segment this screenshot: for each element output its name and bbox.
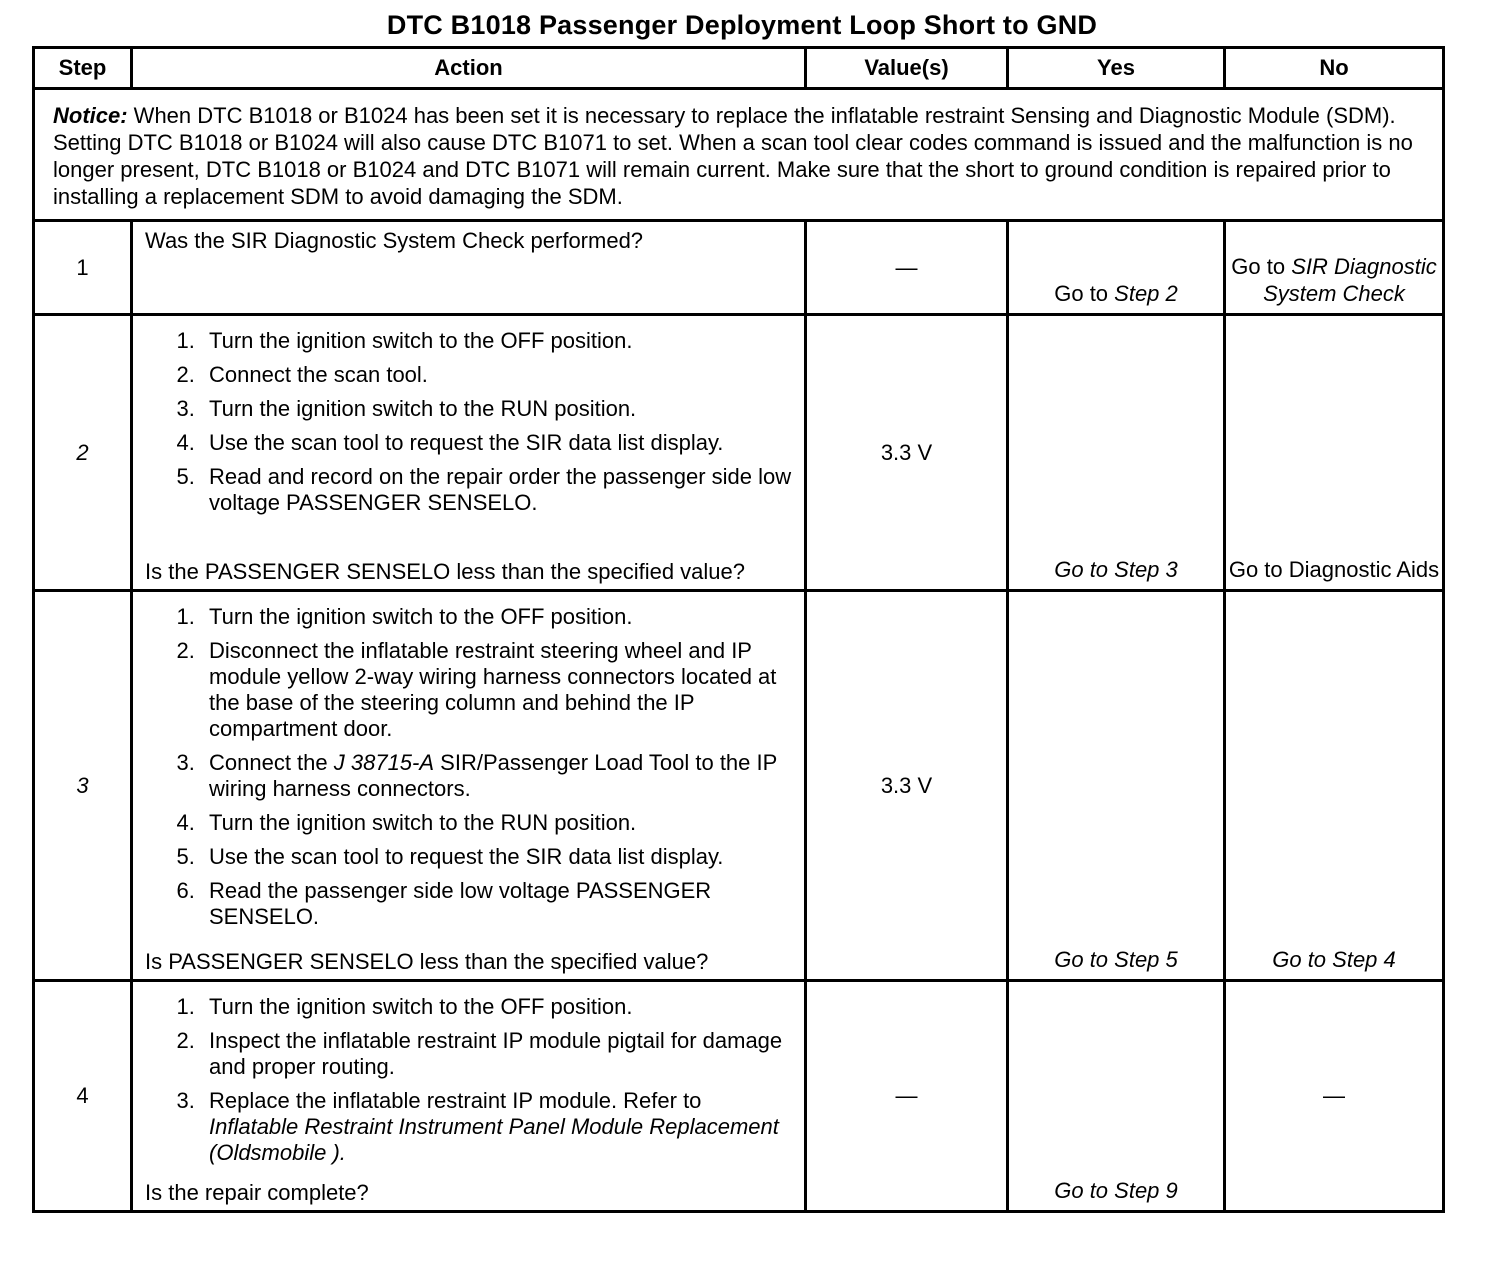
no-link: SIR Diagnostic System Check [1263,254,1437,306]
step-question: Is the PASSENGER SENSELO less than the specified value? [145,559,746,584]
step-value: 3.3 V [806,315,1008,591]
list-item: 2. Inspect the inflatable restraint IP module pigtail for damage and proper routing. [201,1028,796,1080]
list-item: 1. Turn the ignition switch to the OFF position. [201,994,796,1020]
procedure-reference: Inflatable Restraint Instrument Panel Module Replacement (Oldsmobile ). [209,1114,779,1165]
tool-reference: J 38715-A [333,750,435,775]
header-no: No [1225,48,1444,89]
list-item [201,1088,796,1166]
list-item: 1. Turn the ignition switch to the OFF position. [201,328,796,354]
table-row [34,221,1444,315]
header-row [34,48,1444,89]
step-value: 3.3 V [806,591,1008,981]
step-value: — [806,221,1008,315]
yes-result [1008,981,1225,1212]
list-item: 6. Read the passenger side low voltage PASSENGER SENSELO. [201,878,796,930]
table-row [34,591,1444,981]
no-result [1225,591,1444,981]
no-link: Go to Step 4 [1272,947,1396,972]
step-question: Was the SIR Diagnostic System Check performed? [145,228,644,253]
step-number [34,591,132,981]
table-row [34,981,1444,1212]
list-item: 5. Use the scan tool to request the SIR data list display. [201,844,796,870]
list-item: 4. Use the scan tool to request the SIR data list display. [201,430,796,456]
header-yes: Yes [1008,48,1225,89]
step-question: Is the repair complete? [145,1180,369,1205]
header-value: Value(s) [806,48,1008,89]
notice [34,89,1444,221]
step-number [34,315,132,591]
header-step: Step [34,48,132,89]
list-item: 3. Turn the ignition switch to the RUN position. [201,396,796,422]
step-number: 1 [34,221,132,315]
diagnostic-table [32,46,1445,1213]
no-result: Go to Diagnostic Aids [1225,315,1444,591]
action-cell [132,315,806,591]
step-value: — [806,981,1008,1212]
list-item: 2. Disconnect the inflatable restraint steering wheel and IP module yellow 2-way wiring harness connectors located at the base of the steering column and behind the IP compartment door. [201,638,796,742]
step-question: Is PASSENGER SENSELO less than the specified value? [145,949,709,974]
notice-row [34,89,1444,221]
list-item: 5. Read and record on the repair order the passenger side low voltage PASSENGER SENSELO. [201,464,796,516]
list-item-text: SIR/Passenger Load Tool to the IP wiring harness connectors. [209,750,777,801]
yes-link: Go to Step 5 [1054,947,1178,972]
action-cell [132,591,806,981]
action-cell [132,221,806,315]
instruction-list [145,328,796,524]
step-number-text: 3 [76,772,89,798]
notice-text: When DTC B1018 or B1024 has been set it is necessary to replace the inflatable restraint Sensing and Diagnostic Module (SDM). Setting DTC B1018 or B1024 will also cause DTC B1071 to set. When a scan tool clear codes command is issued and the malfunction is no longer present, DTC B1018 or B1024 and DTC B1071 will remain current. Make sure that the short to ground condition is repaired prior to installing a replacement SDM to avoid damaging the SDM. [53,103,1413,209]
yes-result [1008,221,1225,315]
list-item-text: Connect the [209,750,334,775]
yes-result [1008,591,1225,981]
table-row [34,315,1444,591]
yes-link: Step 2 [1114,281,1178,306]
step-number: 4 [34,981,132,1212]
page-title: DTC B1018 Passenger Deployment Loop Short to GND [386,10,1098,40]
yes-result [1008,315,1225,591]
notice-label: Notice: [53,103,128,128]
list-item: 4. Turn the ignition switch to the RUN position. [201,810,796,836]
instruction-list [145,994,796,1174]
list-item: 2. Connect the scan tool. [201,362,796,388]
action-cell [132,981,806,1212]
header-action: Action [132,48,806,89]
yes-link: Go to Step 9 [1054,1178,1178,1203]
instruction-list [145,604,796,938]
list-item-text: Replace the inflatable restraint IP module. Refer to [209,1088,702,1113]
list-item [201,750,796,802]
step-number-text: 2 [76,439,89,465]
yes-prefix: Go to [1054,281,1115,306]
no-result: — [1225,981,1444,1212]
no-prefix: Go to [1231,254,1292,279]
list-item: 1. Turn the ignition switch to the OFF position. [201,604,796,630]
no-result [1225,221,1444,315]
yes-link: Go to Step 3 [1054,557,1178,582]
